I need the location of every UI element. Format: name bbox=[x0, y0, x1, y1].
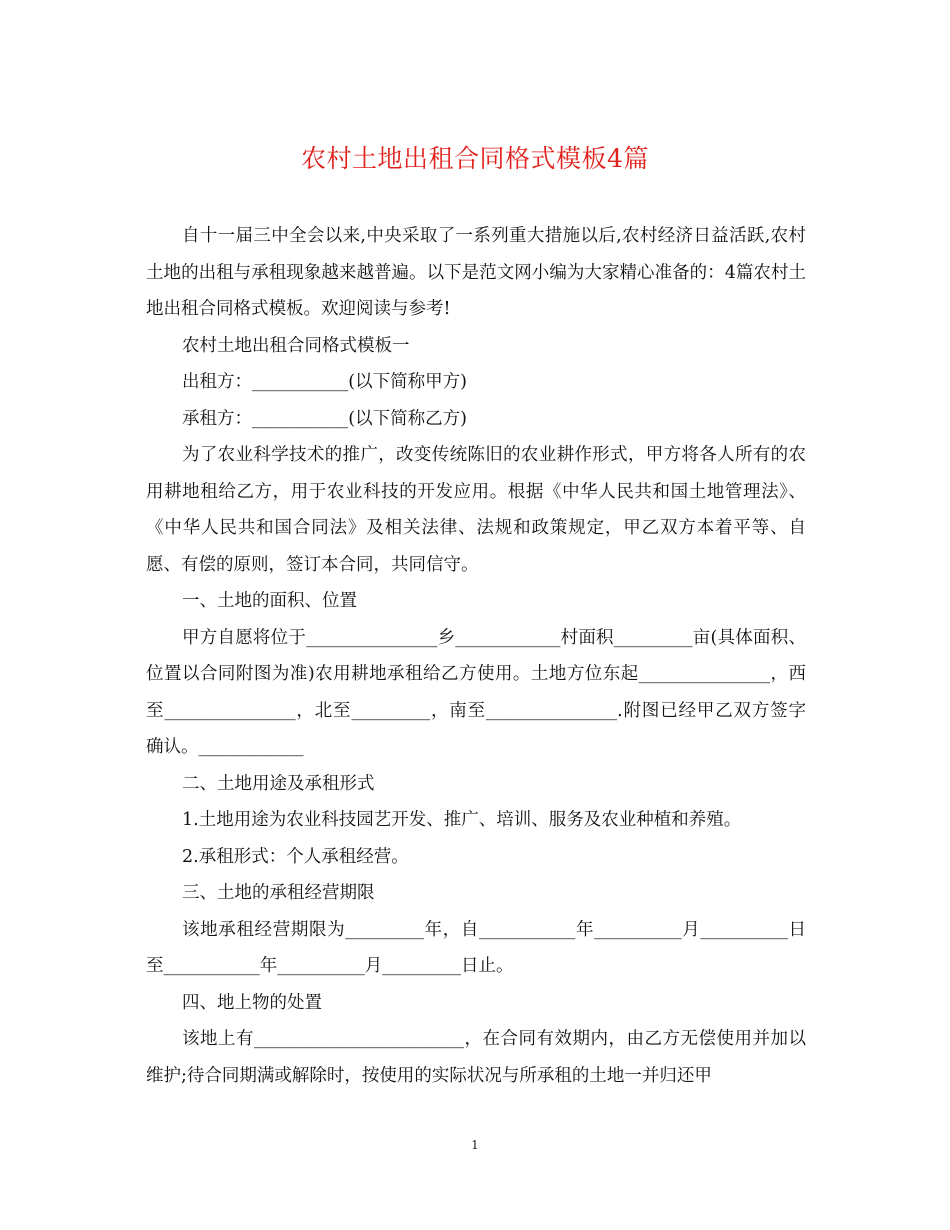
paragraph-lessor: 出租方：___________(以下简称甲方) bbox=[182, 372, 467, 392]
paragraph-template-heading: 农村土地出租合同格式模板一 bbox=[182, 335, 410, 356]
section-heading-area-location: 一、土地的面积、位置 bbox=[182, 591, 357, 611]
paragraph-lessee: 承租方：___________(以下简称乙方) bbox=[182, 408, 467, 429]
document-title: 农村土地出租合同格式模板4篇 bbox=[301, 144, 649, 173]
section-heading-usage: 二、土地用途及承租形式 bbox=[182, 773, 375, 794]
paragraph-area-location: 甲方自愿将位于_______________乡____________村面积_________亩(具体面积、位置以合同附图为准)农用耕地承租给乙方使用。土地方位东起_______________，西至_______________，北至_________，南至_______________.附图已经甲乙双方签字确认。____________ bbox=[146, 627, 806, 757]
paragraph-usage-1: 1.土地用途为农业科技园艺开发、推广、培训、服务及农业种植和养殖。 bbox=[182, 810, 742, 830]
paragraph-usage-2: 2.承租形式：个人承租经营。 bbox=[182, 846, 409, 867]
page-number: 1 bbox=[471, 1138, 479, 1152]
paragraph-term: 该地承租经营期限为_________年，自___________年__________月__________日至___________年__________月_________日止。 bbox=[146, 919, 806, 976]
paragraph-intro: 自十一届三中全会以来,中央采取了一系列重大措施以后,农村经济日益活跃,农村土地的出租与承租现象越来越普遍。以下是范文网小编为大家精心准备的：4篇农村土地出租合同格式模板。欢迎阅读与参考! bbox=[146, 226, 806, 319]
paragraph-preamble: 为了农业科学技术的推广，改变传统陈旧的农业耕作形式，甲方将各人所有的农用耕地租给乙方，用于农业科技的开发应用。根据《中华人民共和国土地管理法》、《中华人民共和国合同法》及相关法律、法规和政策规定，甲乙双方本着平等、自愿、有偿的原则，签订本合同，共同信守。 bbox=[146, 445, 806, 575]
section-heading-ground-objects: 四、地上物的处置 bbox=[182, 992, 322, 1013]
section-heading-term: 三、土地的承租经营期限 bbox=[182, 883, 375, 903]
paragraph-ground-objects: 该地上有________________________，在合同有效期内，由乙方无偿使用并加以维护;待合同期满或解除时，按使用的实际状况与所承租的土地一并归还甲 bbox=[146, 1029, 806, 1086]
document-body bbox=[146, 218, 806, 1094]
